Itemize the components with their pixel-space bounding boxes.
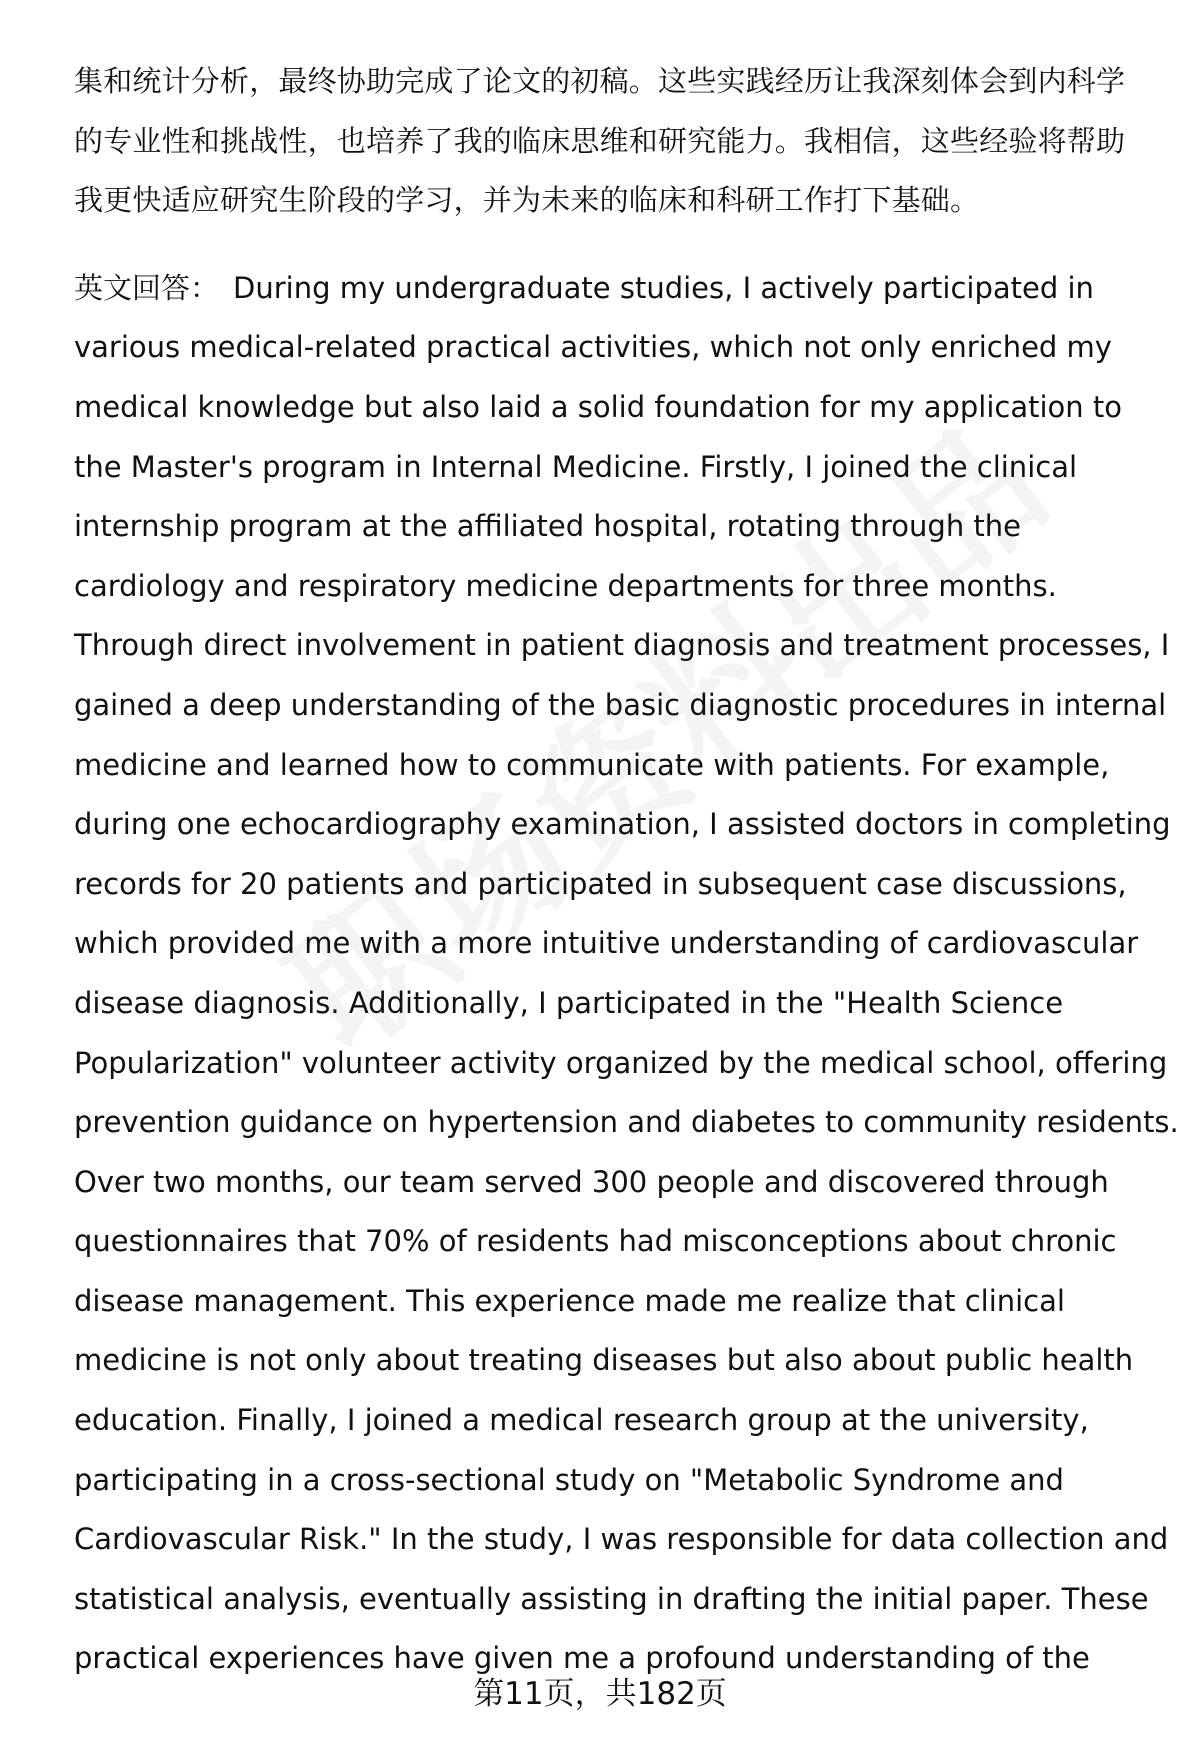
en-line: cardiology and respiratory medicine departments for three months. <box>74 568 1057 603</box>
en-line: during one echocardiography examination, I assisted doctors in completing <box>74 807 1171 842</box>
en-line: the Master's program in Internal Medicine. Firstly, I joined the clinical <box>74 449 1078 484</box>
en-line-first <box>74 259 1164 319</box>
english-answer-label: 英文回答： <box>74 270 220 305</box>
en-line: questionnaires that 70% of residents had misconceptions about chronic <box>74 1224 1117 1259</box>
en-line: internship program at the affiliated hospital, rotating through the <box>74 509 1022 544</box>
en-line: records for 20 patients and participated in subsequent case discussions, <box>74 866 1127 901</box>
en-line: medical knowledge but also laid a solid foundation for my application to <box>74 389 1123 424</box>
en-line: disease management. This experience made me realize that clinical <box>74 1283 1065 1318</box>
paragraph-gap <box>74 231 1164 259</box>
en-line: education. Finally, I joined a medical research group at the university, <box>74 1403 1089 1438</box>
en-line: Through direct involvement in patient diagnosis and treatment processes, I <box>74 628 1170 663</box>
en-line: medicine and learned how to communicate with patients. For example, <box>74 747 1110 782</box>
en-line: Popularization" volunteer activity organized by the medical school, offering <box>74 1045 1168 1080</box>
chinese-paragraph <box>74 52 1164 231</box>
en-line: prevention guidance on hypertension and diabetes to community residents. <box>74 1105 1179 1140</box>
zh-line: 集和统计分析，最终协助完成了论文的初稿。这些实践经历让我深刻体会到内科学 <box>74 64 1126 98</box>
en-line: participating in a cross-sectional study on "Metabolic Syndrome and <box>74 1462 1064 1497</box>
zh-line: 的专业性和挑战性，也培养了我的临床思维和研究能力。我相信，这些经验将帮助 <box>74 123 1126 158</box>
en-line: Over two months, our team served 300 people and discovered through <box>74 1164 1109 1199</box>
en-line-text: During my undergraduate studies, I actively participated in <box>233 270 1094 305</box>
en-line: statistical analysis, eventually assisting in drafting the initial paper. These <box>74 1581 1149 1616</box>
english-paragraph <box>74 259 1179 1689</box>
en-line: disease diagnosis. Additionally, I participated in the "Health Science <box>74 985 1064 1020</box>
en-line: practical experiences have given me a profound understanding of the <box>74 1641 1090 1676</box>
page-indicator: 第11页，共182页 <box>473 1676 727 1712</box>
en-line: which provided me with a more intuitive understanding of cardiovascular <box>74 926 1139 961</box>
document-body <box>74 52 1179 1689</box>
en-line: medicine is not only about treating diseases but also about public health <box>74 1343 1134 1378</box>
en-line: various medical-related practical activities, which not only enriched my <box>74 330 1112 365</box>
en-line: gained a deep understanding of the basic diagnostic procedures in internal <box>74 687 1167 722</box>
zh-line: 我更快适应研究生阶段的学习，并为未来的临床和科研工作打下基础。 <box>74 183 980 218</box>
en-line: Cardiovascular Risk." In the study, I was responsible for data collection and <box>74 1522 1169 1557</box>
